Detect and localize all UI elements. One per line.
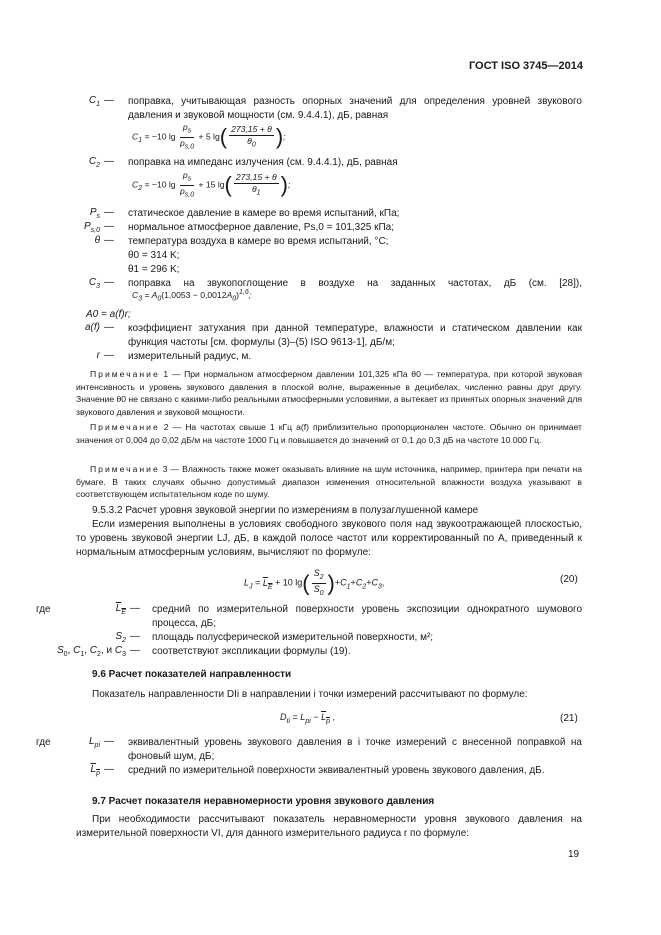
dash: — [104,95,114,106]
rest-symbols: $S_0$, $C_1$, $C_2$, и $C_3$ [56,645,126,658]
theta-definition: температура воздуха в камере во время испытаний, °С; [128,236,389,247]
lp-symbol: $L_p$ [90,764,100,777]
dash: — [104,156,114,167]
page-number: 19 [568,849,580,860]
c1-definition: поправка, учитывающая разность опорных значений для определения уровней звукового давления и звуковой мощности (см. 9.4.4.1), дБ, равная [128,96,582,121]
section-96-paragraph: Показатель направленности DIi в направлении i точки измерений рассчитывают по формуле: [92,689,528,700]
le-definition: средний по измерительной поверхности уровень экспозиции однократного шумового процесса, дБ; [152,604,582,629]
c3-formula: $C_3 = A_0(1,0053 - 0,0012A_0)^{1,6}$; [132,289,252,303]
equation-number-20: (20) [560,574,578,585]
theta1-value: θ1 = 296 K; [128,264,180,275]
c1-formula: $C_1 = -10$ lg $\frac{p_s}{p_{s,0}}$ + 5 lg( $\frac{273,15 + \theta}{\theta_0}$ ); [132,122,286,151]
ps0-definition: нормальное атмосферное давление, Ps,0 = 101,325 кПа; [128,222,395,233]
dash: — [130,631,140,642]
formula-21: $D_{Ii} = L_{pi} - L_p$ , [280,712,336,725]
note-1: Примечание 1 — При нормальном атмосферном давлении 101,325 кПа θ0 — температура, при которой звуковая интенсивность и уровень звукового давления в плоской волне, выраженные в децибелах, численно равны друг другу. Значение θ0 не связано с какими-либо реальными атмосферными условиями, а вытекает из принятых опорных значений для звукового давления и звуковой мощности. [76,369,583,417]
dash: — [104,322,114,333]
equation-number-21: (21) [560,713,578,724]
ps-symbol: $P_s$ [89,207,100,220]
c2-definition: поправка на импеданс излучения (см. 9.4.4.1), дБ, равная [128,157,398,168]
ps-definition: статическое давление в камере во время испытаний, кПа; [128,208,400,219]
rest-definition: соответствуют экспликации формулы (19). [152,646,351,657]
c2-formula: $C_2 = -10$ lg $\frac{p_s}{p_{s,0}}$ + 15 lg( $\frac{273,15 + \theta}{\theta_1}$ ); [132,170,291,199]
s2-definition: площадь полусферической измерительной поверхности, м²; [152,632,434,643]
ps0-symbol: $P_{s,0}$ [83,221,100,234]
af-definition: коэффициент затухания при данной температуре, влажности и статическом давлении как функция частоты [см. формулы (3)–(5) ISO 9613-1], дБ/м; [128,323,582,348]
dash: — [130,603,140,614]
r-definition: измерительный радиус, м. [128,351,252,362]
theta0-value: θ0 = 314 K; [128,250,180,261]
lpi-definition: эквивалентный уровень звукового давления в i точке измерений с внесенной поправкой на фоновый шум, дБ; [128,737,582,762]
where-label: где [36,737,51,748]
dash: — [130,645,140,656]
af-symbol: a(f) [85,322,100,333]
section-9532-paragraph: Если измерения выполнены в условиях свободного звукового поля над звукоотражающей плоскостью, то уровень звуковой энергии LJ, дБ, в каждой полосе частот или корректированный по A, приведенный к нормальным атмосферным условиям, вычисляют по формуле: [76,519,582,558]
dash: — [104,764,114,775]
where-label: где [36,604,51,615]
section-96-heading: 9.6 Расчет показателей направленности [92,669,292,680]
note-3: Примечание 3 — Влажность также может оказывать влияние на шум источника, например, принтера при печати на бумаге. В таких случаях обычно допустимый диапазон изменения относительной влажности воздуха указывают в соответствующем испытательном коде по шуму. [76,464,583,499]
note-2: Примечание 2 — На частотах свыше 1 кГц a(f) приблизительно пропорционален частоте. Обычно он принимает значения от 0,004 до 0,02 дБ/м на частоте 1000 Гц и повышается до значений от 0,1 до 0,3 дБ на частоте 10 000 Гц. [76,422,582,445]
formula-20: $L_J = L_E + 10$ lg( $\frac{S_2}{S_0}$ )$+C_1+C_2+C_3$, [244,568,385,597]
section-97-paragraph: При необходимости рассчитывают показатель неравномерности уровня звукового давления на измерительной поверхности VI, для данного измерительного радиуса r по формуле: [76,814,582,839]
dash: — [104,207,114,218]
dash: — [104,235,114,246]
c3-symbol: $C_3$ [88,277,100,290]
dash: — [104,736,114,747]
dash: — [104,221,114,232]
le-symbol: $L_E$ [115,603,126,616]
lp-definition: средний по измерительной поверхности эквивалентный уровень звукового давления, дБ. [128,765,545,776]
r-symbol: r [96,350,100,361]
theta-symbol: θ [94,235,100,246]
a0-formula: A0 = a(f)r; [86,309,131,320]
section-97-heading: 9.7 Расчет показателя неравномерности уровня звукового давления [92,796,435,807]
c2-symbol: $C_2$ [88,156,100,169]
lpi-symbol: $L_{pi}$ [88,736,100,749]
document-header: ГОСТ ISO 3745—2014 [468,60,583,72]
c1-symbol: $C_1$ [88,95,100,108]
s2-symbol: $S_2$ [115,631,126,644]
dash: — [104,277,114,288]
dash: — [104,350,114,361]
c3-definition: поправка на звукопоглощение в воздухе на заданных частотах, дБ (см. [28]), [128,278,582,289]
section-9532-heading: 9.5.3.2 Расчет уровня звуковой энергии по измерениям в полузаглушенной камере [92,505,479,516]
